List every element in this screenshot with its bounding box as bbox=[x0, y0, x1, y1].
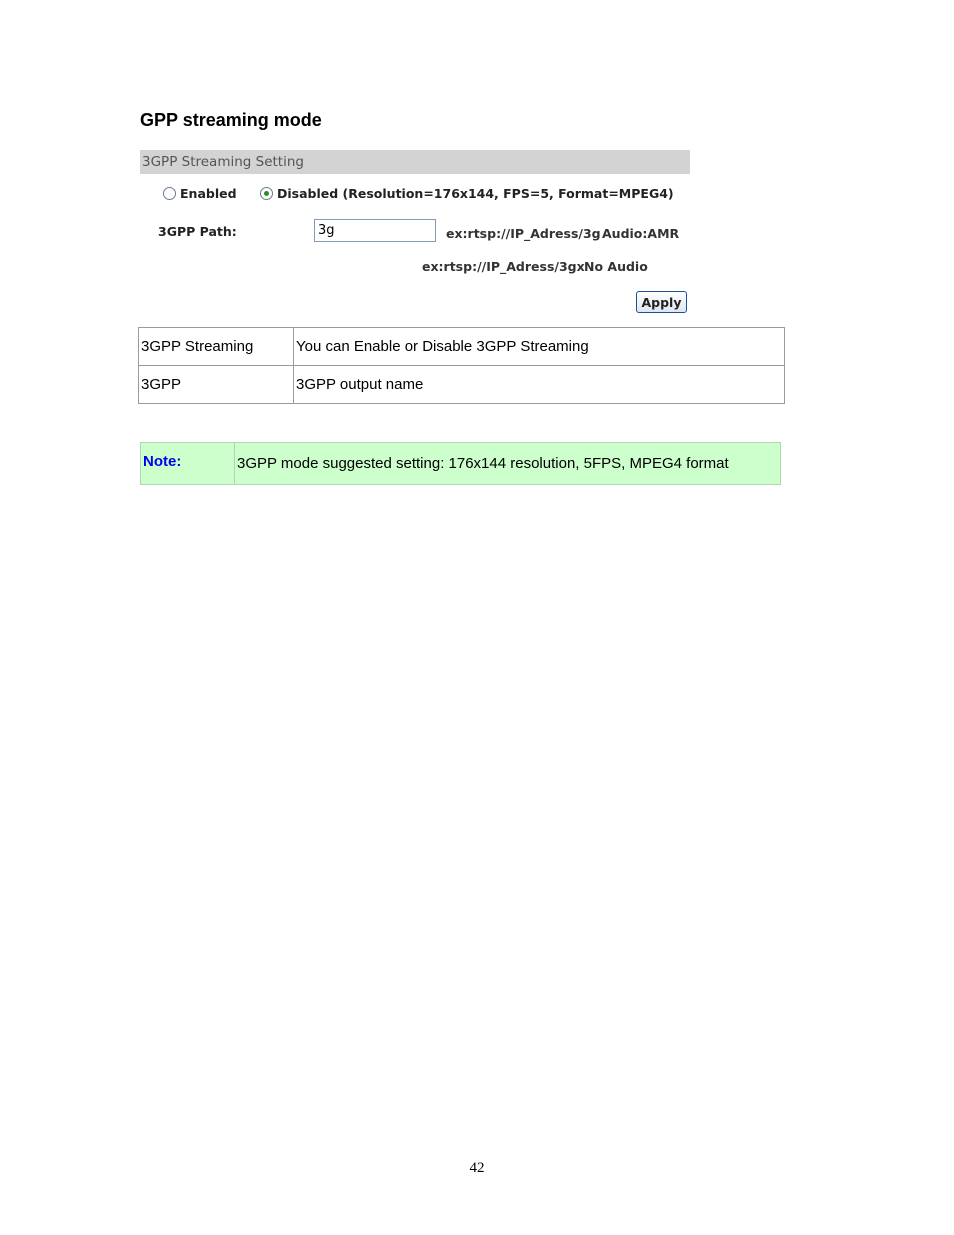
path-input[interactable] bbox=[314, 219, 436, 242]
page-number: 42 bbox=[469, 1160, 485, 1176]
hint-url-3gx: ex:rtsp://IP_Adress/3gx bbox=[422, 259, 585, 274]
table-row bbox=[139, 366, 785, 404]
table-cell-term: 3GPP bbox=[139, 366, 294, 404]
hint-url-3g: ex:rtsp://IP_Adress/3g bbox=[446, 226, 601, 241]
radio-enabled[interactable] bbox=[163, 186, 237, 201]
radio-enabled-circle[interactable] bbox=[163, 187, 176, 200]
note-row bbox=[141, 443, 781, 485]
note-text: 3GPP mode suggested setting: 176x144 resolution, 5FPS, MPEG4 format bbox=[235, 443, 781, 485]
hint-audio-amr: Audio:AMR bbox=[602, 226, 680, 241]
table-cell-description: You can Enable or Disable 3GPP Streaming bbox=[294, 328, 785, 366]
panel-header: 3GPP Streaming Setting bbox=[140, 150, 690, 174]
radio-disabled-circle[interactable] bbox=[260, 187, 273, 200]
path-label: 3GPP Path: bbox=[158, 224, 237, 239]
hint-no-audio: No Audio bbox=[584, 259, 648, 274]
table-cell-term: 3GPP Streaming bbox=[139, 328, 294, 366]
table-row bbox=[139, 328, 785, 366]
note-box bbox=[140, 442, 781, 485]
section-title: GPP streaming mode bbox=[140, 110, 322, 130]
table-cell-description: 3GPP output name bbox=[294, 366, 785, 404]
description-table bbox=[138, 327, 785, 404]
note-label: Note: bbox=[141, 443, 235, 485]
radio-disabled[interactable] bbox=[260, 186, 674, 201]
radio-enabled-label: Enabled bbox=[180, 186, 237, 201]
streaming-settings-panel bbox=[140, 150, 690, 320]
radio-disabled-label: Disabled (Resolution=176x144, FPS=5, Format=MPEG4) bbox=[277, 186, 674, 201]
apply-button[interactable]: Apply bbox=[636, 291, 687, 313]
